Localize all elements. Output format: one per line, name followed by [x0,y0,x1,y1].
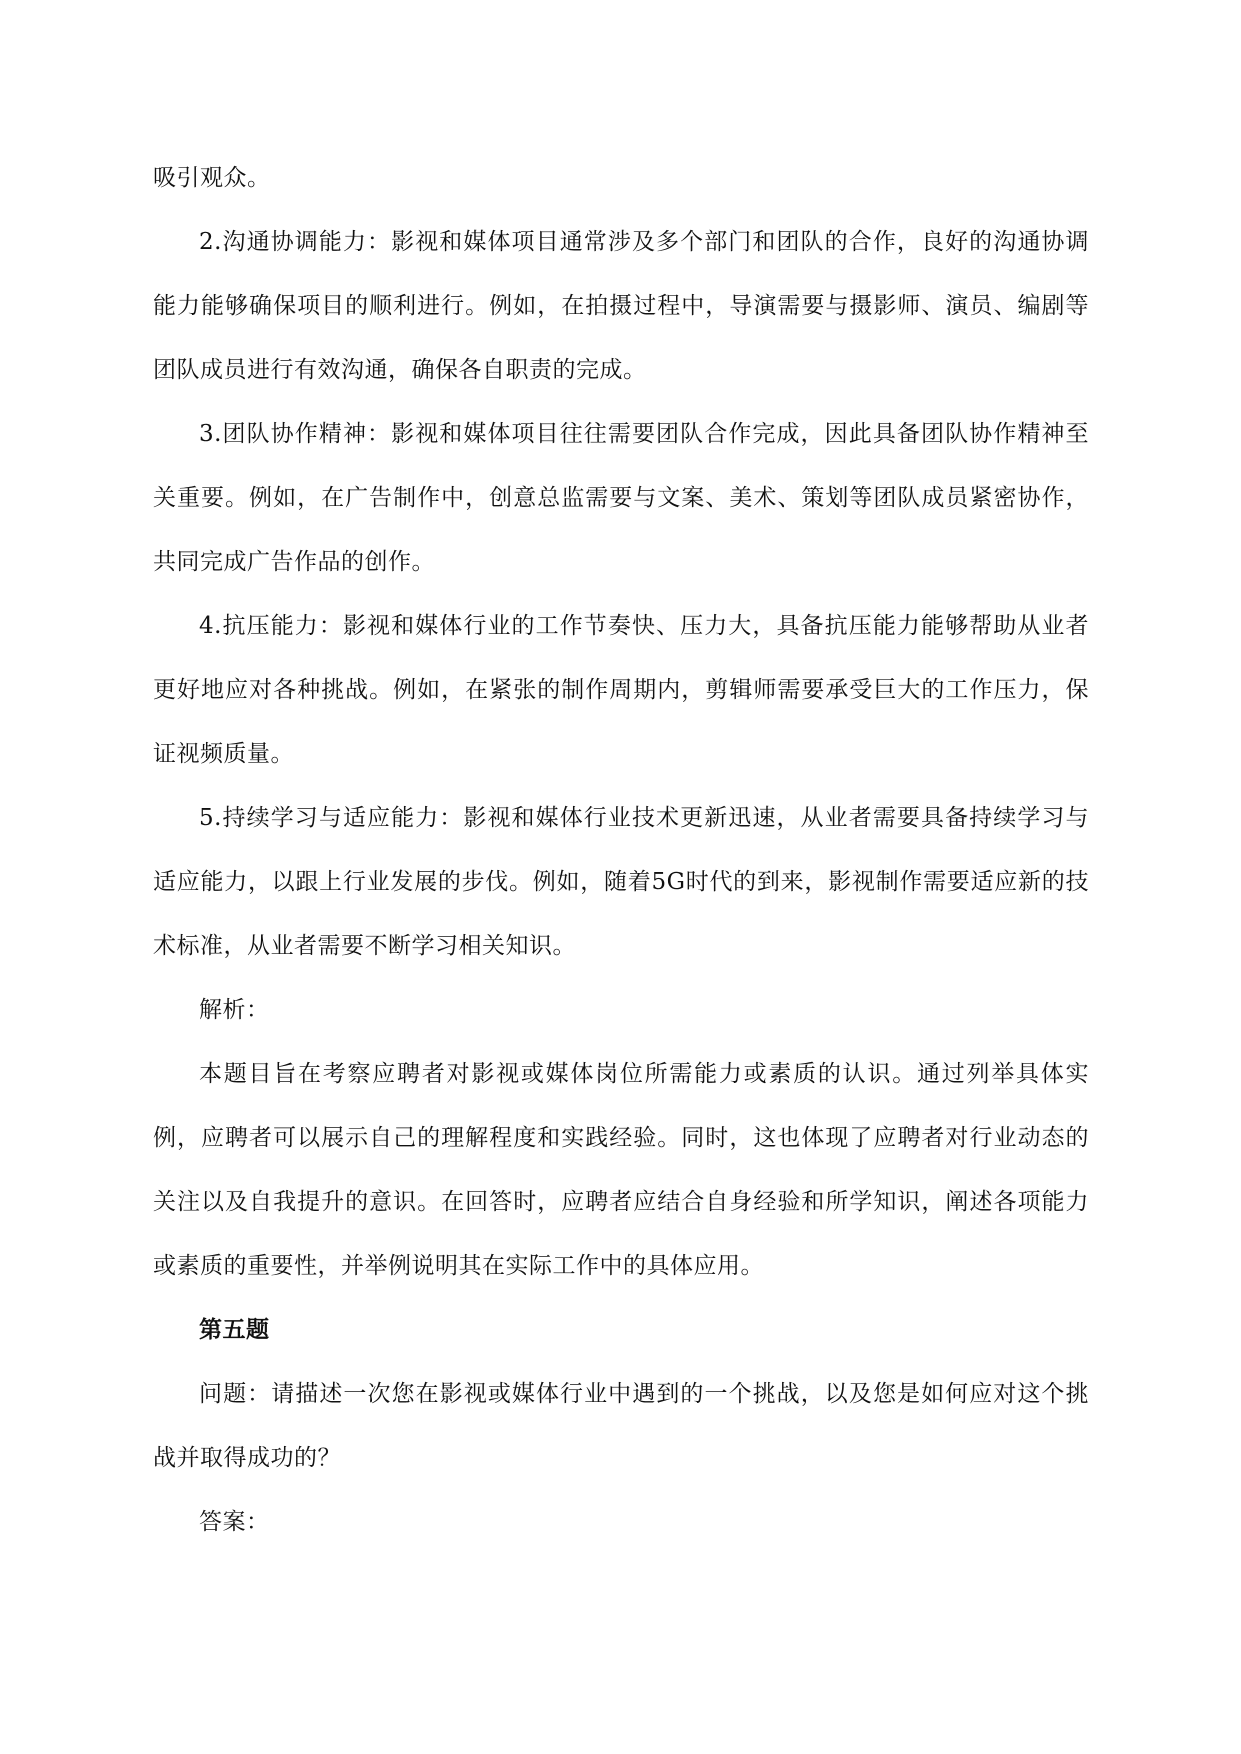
paragraph-communication: 2.沟通协调能力：影视和媒体项目通常涉及多个部门和团队的合作，良好的沟通协调能力能够确保项目的顺利进行。例如，在拍摄过程中，导演需要与摄影师、演员、编剧等团队成员进行有效沟通，确保各自职责的完成。 [153,229,1089,383]
paragraph-question: 问题：请描述一次您在影视或媒体行业中遇到的一个挑战，以及您是如何应对这个挑战并取得成功的？ [153,1381,1089,1471]
analysis-label: 解析： [199,997,270,1023]
paragraph-continuation: 吸引观众。 [153,165,271,191]
document-page [153,146,1089,1554]
answer-label: 答案： [199,1509,270,1535]
paragraph-stress-resistance: 4.抗压能力：影视和媒体行业的工作节奏快、压力大，具备抗压能力能够帮助从业者更好地应对各种挑战。例如，在紧张的制作周期内，剪辑师需要承受巨大的工作压力，保证视频质量。 [153,613,1089,767]
section-heading: 第五题 [199,1317,270,1343]
paragraph-continuous-learning: 5.持续学习与适应能力：影视和媒体行业技术更新迅速，从业者需要具备持续学习与适应能力，以跟上行业发展的步伐。例如，随着5G时代的到来，影视制作需要适应新的技术标准，从业者需要不断学习相关知识。 [153,805,1089,959]
paragraph-teamwork: 3.团队协作精神：影视和媒体项目往往需要团队合作完成，因此具备团队协作精神至关重要。例如，在广告制作中，创意总监需要与文案、美术、策划等团队成员紧密协作，共同完成广告作品的创作。 [153,421,1089,575]
paragraph-analysis: 本题目旨在考察应聘者对影视或媒体岗位所需能力或素质的认识。通过列举具体实例，应聘者可以展示自己的理解程度和实践经验。同时，这也体现了应聘者对行业动态的关注以及自我提升的意识。在回答时，应聘者应结合自身经验和所学知识，阐述各项能力或素质的重要性，并举例说明其在实际工作中的具体应用。 [153,1061,1089,1279]
